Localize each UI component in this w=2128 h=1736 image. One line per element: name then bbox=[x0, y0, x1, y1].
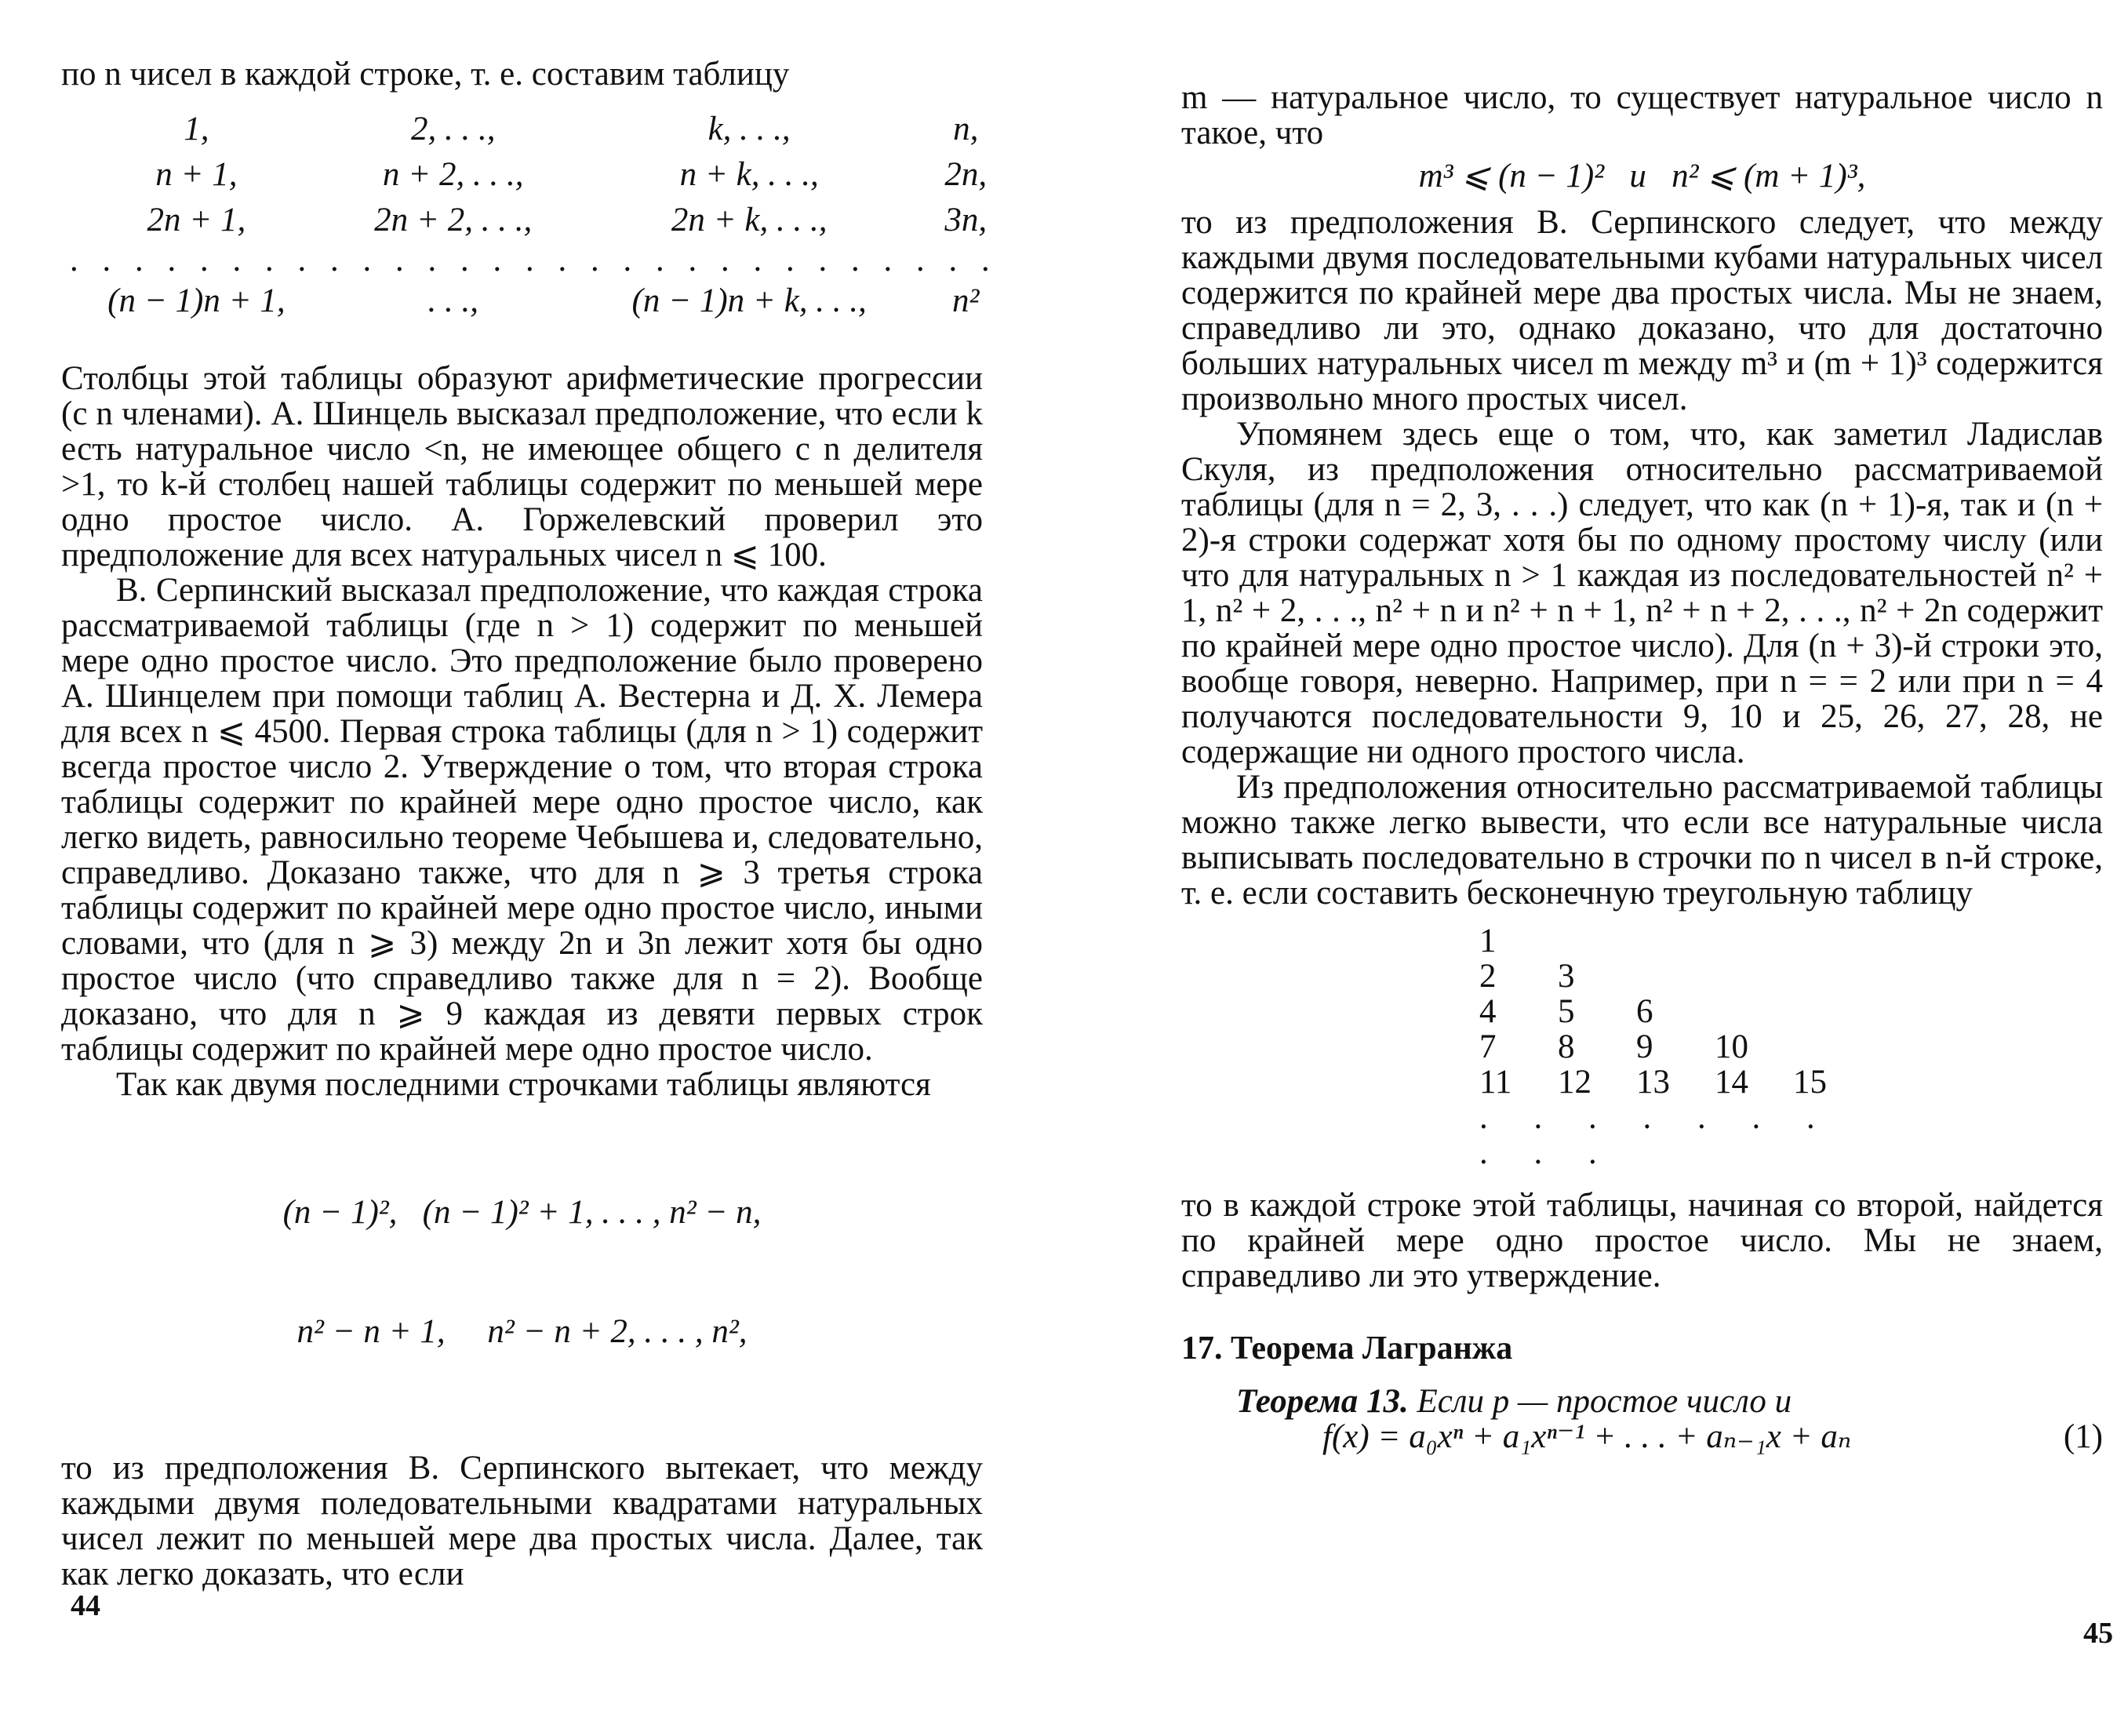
table-row bbox=[61, 151, 1008, 197]
paragraph-cubes: то из предположения В. Серпинского следует, что между каждыми двумя последовательными кубами натуральных чисел содержится по крайней мере два простых числа. Мы не знаем, справедливо ли это, однако доказано, что для достаточно больших натуральных чисел m между m³ и (m + 1)³ содержится произвольно много простых чисел. bbox=[1181, 204, 2103, 417]
right-page bbox=[1064, 0, 2128, 1736]
left-intro-paragraph: по n чисел в каждой строке, т. е. составим таблицу bbox=[61, 56, 790, 93]
equation-line: (n − 1)², (n − 1)² + 1, . . . , n² − n, bbox=[282, 1194, 762, 1231]
table-cell: n + 2, . . ., bbox=[382, 155, 524, 193]
table-cell: n + k, . . ., bbox=[679, 155, 819, 193]
table-row bbox=[1479, 1065, 1872, 1100]
page-number: 44 bbox=[71, 1589, 100, 1622]
spacer bbox=[61, 337, 983, 361]
number-table bbox=[61, 106, 1008, 323]
left-text-column bbox=[61, 56, 999, 1592]
table-cell: 11 bbox=[1479, 1064, 1512, 1101]
table-cell: 2n + 2, . . ., bbox=[374, 201, 533, 238]
paragraph-natural-number: m — натуральное число, то существует натуральное число n такое, что bbox=[1181, 79, 2103, 151]
table-row bbox=[1479, 994, 1872, 1029]
paragraph-sierpinski: В. Серпинский высказал предположение, что каждая строка рассматриваемой таблицы (где n > 1) содержит по меньшей мере одно простое число. Это предположение было проверено А. Шинцелем при помощи таблиц А. Вестерна и Д. Х. Лемера для всех n ⩽ 4500. Первая строка таблицы (для n > 1) содержит всегда простое число 2. Утверждение о том, что вторая строка таблицы содержит по крайней мере одно простое число, как легко видеть, равносильно теореме Чебышева и, следовательно, справедливо. Доказано также, что для n ⩾ 3 третья строка таблицы содержит по крайней мере одно простое число, иными словами, что (для n ⩾ 3) между 2n и 3n лежит хотя бы одно простое число (что справедливо также для n = 2). Вообще доказано, что для n ⩾ 9 каждая из девяти первых строк таблицы содержит по крайней мере одно простое число. bbox=[61, 572, 983, 1068]
theorem-label: Теорема 13. bbox=[1236, 1383, 1409, 1420]
table-row bbox=[1479, 1100, 1872, 1170]
table-cell: n, bbox=[953, 110, 979, 147]
table-row bbox=[61, 106, 1008, 151]
table-cell: 8 bbox=[1558, 1028, 1575, 1065]
right-text-column bbox=[1181, 80, 2103, 1454]
table-cell: 13 bbox=[1636, 1064, 1670, 1101]
table-cell: 5 bbox=[1558, 993, 1575, 1030]
table-row bbox=[1479, 923, 1872, 959]
table-cell: 3 bbox=[1558, 958, 1575, 995]
paragraph-triangle: Из предположения относительно рассматриваемой таблицы можно также легко вывести, что если все натуральные числа выписывать последовательно в строчки по n чисел в n-й строке, т. е. если составить бесконечную треугольную таблицу bbox=[1181, 769, 2103, 912]
table-ellipsis-row: . . . . . . . . . . bbox=[1479, 1099, 1834, 1171]
table-cell: 2, . . ., bbox=[410, 110, 496, 147]
spacer bbox=[1181, 1367, 2103, 1384]
table-cell: 2n + 1, bbox=[147, 201, 246, 238]
section-title: 17. Теорема Лагранжа bbox=[1181, 1330, 1513, 1367]
table-cell: 1 bbox=[1479, 923, 1497, 959]
table-cell: 2 bbox=[1479, 958, 1497, 995]
table-cell: k, . . ., bbox=[708, 110, 791, 147]
table-cell: 10 bbox=[1715, 1028, 1748, 1065]
table-cell: . . ., bbox=[427, 282, 478, 319]
table-cell: n + 1, bbox=[155, 155, 238, 193]
equation-cubes: m³ ⩽ (n − 1)² и n² ⩽ (m + 1)³, bbox=[1418, 158, 1866, 195]
table-cell: 9 bbox=[1636, 1028, 1653, 1065]
theorem-text: Если p — простое число и bbox=[1417, 1383, 1792, 1420]
table-cell: 14 bbox=[1715, 1064, 1748, 1101]
table-cell: (n − 1)n + k, . . ., bbox=[631, 282, 867, 319]
table-cell: 2n, bbox=[944, 155, 988, 193]
table-cell: (n − 1)n + 1, bbox=[107, 282, 286, 319]
table-cell: 2n + k, . . ., bbox=[671, 201, 828, 238]
table-cell: n² bbox=[952, 282, 980, 319]
table-cell: 4 bbox=[1479, 993, 1497, 1030]
table-row bbox=[61, 278, 1008, 323]
table-cell: 6 bbox=[1636, 993, 1653, 1030]
triangular-table bbox=[1479, 923, 1872, 1170]
paragraph-last-rows: Так как двумя последними строчками таблицы являются bbox=[116, 1066, 931, 1103]
table-cell: 7 bbox=[1479, 1028, 1497, 1065]
equation-last-rows bbox=[61, 1118, 983, 1427]
paragraph-skula: Упомянем здесь еще о том, что, как заметил Ладислав Скуля, из предположения относительно рассматриваемой таблицы (для n = 2, 3, . . .) следует, что как (n + 1)-я, так и (n + 2)-я строки содержат хотя бы по одному простому числу (или что для натуральных n > 1 каждая из последовательностей n² + 1, n² + 2, . . ., n² + n и n² + n + 1, n² + n + 2, . . ., n² + 2n содержит по крайней мере одно простое число). Для (n + 3)-й строки это, вообще говоря, неверно. Например, при n = = 2 или при n = 4 получаются последовательности 9, 10 и 25, 26, 27, 28, не содержащие ни одного простого числа. bbox=[1181, 416, 2103, 770]
table-cell: 1, bbox=[184, 110, 209, 147]
equation-number: (1) bbox=[2063, 1418, 2103, 1455]
table-row bbox=[1479, 959, 1872, 994]
equation-line: n² − n + 1, n² − n + 2, . . . , n², bbox=[296, 1313, 748, 1350]
paragraph-conclusion: то в каждой строке этой таблицы, начиная со второй, найдется по крайней мере одно простое число. Мы не знаем, справедливо ли это утверждение. bbox=[1181, 1187, 2103, 1294]
table-ellipsis-row: . . . . . . . . . . . . . . . . . . . . . . . . . . . . . bbox=[71, 242, 999, 278]
spacer bbox=[1181, 1294, 2103, 1331]
page-number: 45 bbox=[2083, 1617, 2113, 1650]
table-row bbox=[61, 197, 1008, 242]
paragraph-schinzel: Столбцы этой таблицы образуют арифметические прогрессии (с n членами). А. Шинцель высказал предположение, что если k есть натуральное число <n, не имеющее общего с n делителя >1, то k-й столбец нашей таблицы содержит по меньшей мере одно простое число. А. Горжелевский проверил это предположение для всех натуральных чисел n ⩽ 100. bbox=[61, 360, 983, 573]
table-row bbox=[1479, 1029, 1872, 1065]
paragraph-squares: то из предположения В. Серпинского вытекает, что между каждыми двумя поледовательными квадратами натуральных чисел лежит по меньшей мере два простых числа. Далее, так как легко доказать, что если bbox=[61, 1450, 983, 1592]
table-cell: 12 bbox=[1558, 1064, 1591, 1101]
formula: f(x) = a₀xⁿ + a₁xⁿ⁻¹ + . . . + aₙ₋₁x + aₙ bbox=[1322, 1418, 1852, 1455]
table-cell: 15 bbox=[1793, 1064, 1827, 1101]
formula-line bbox=[1181, 1419, 2103, 1454]
table-cell: 3n, bbox=[944, 201, 988, 238]
theorem-statement bbox=[1181, 1384, 2103, 1419]
table-row bbox=[61, 242, 1008, 278]
